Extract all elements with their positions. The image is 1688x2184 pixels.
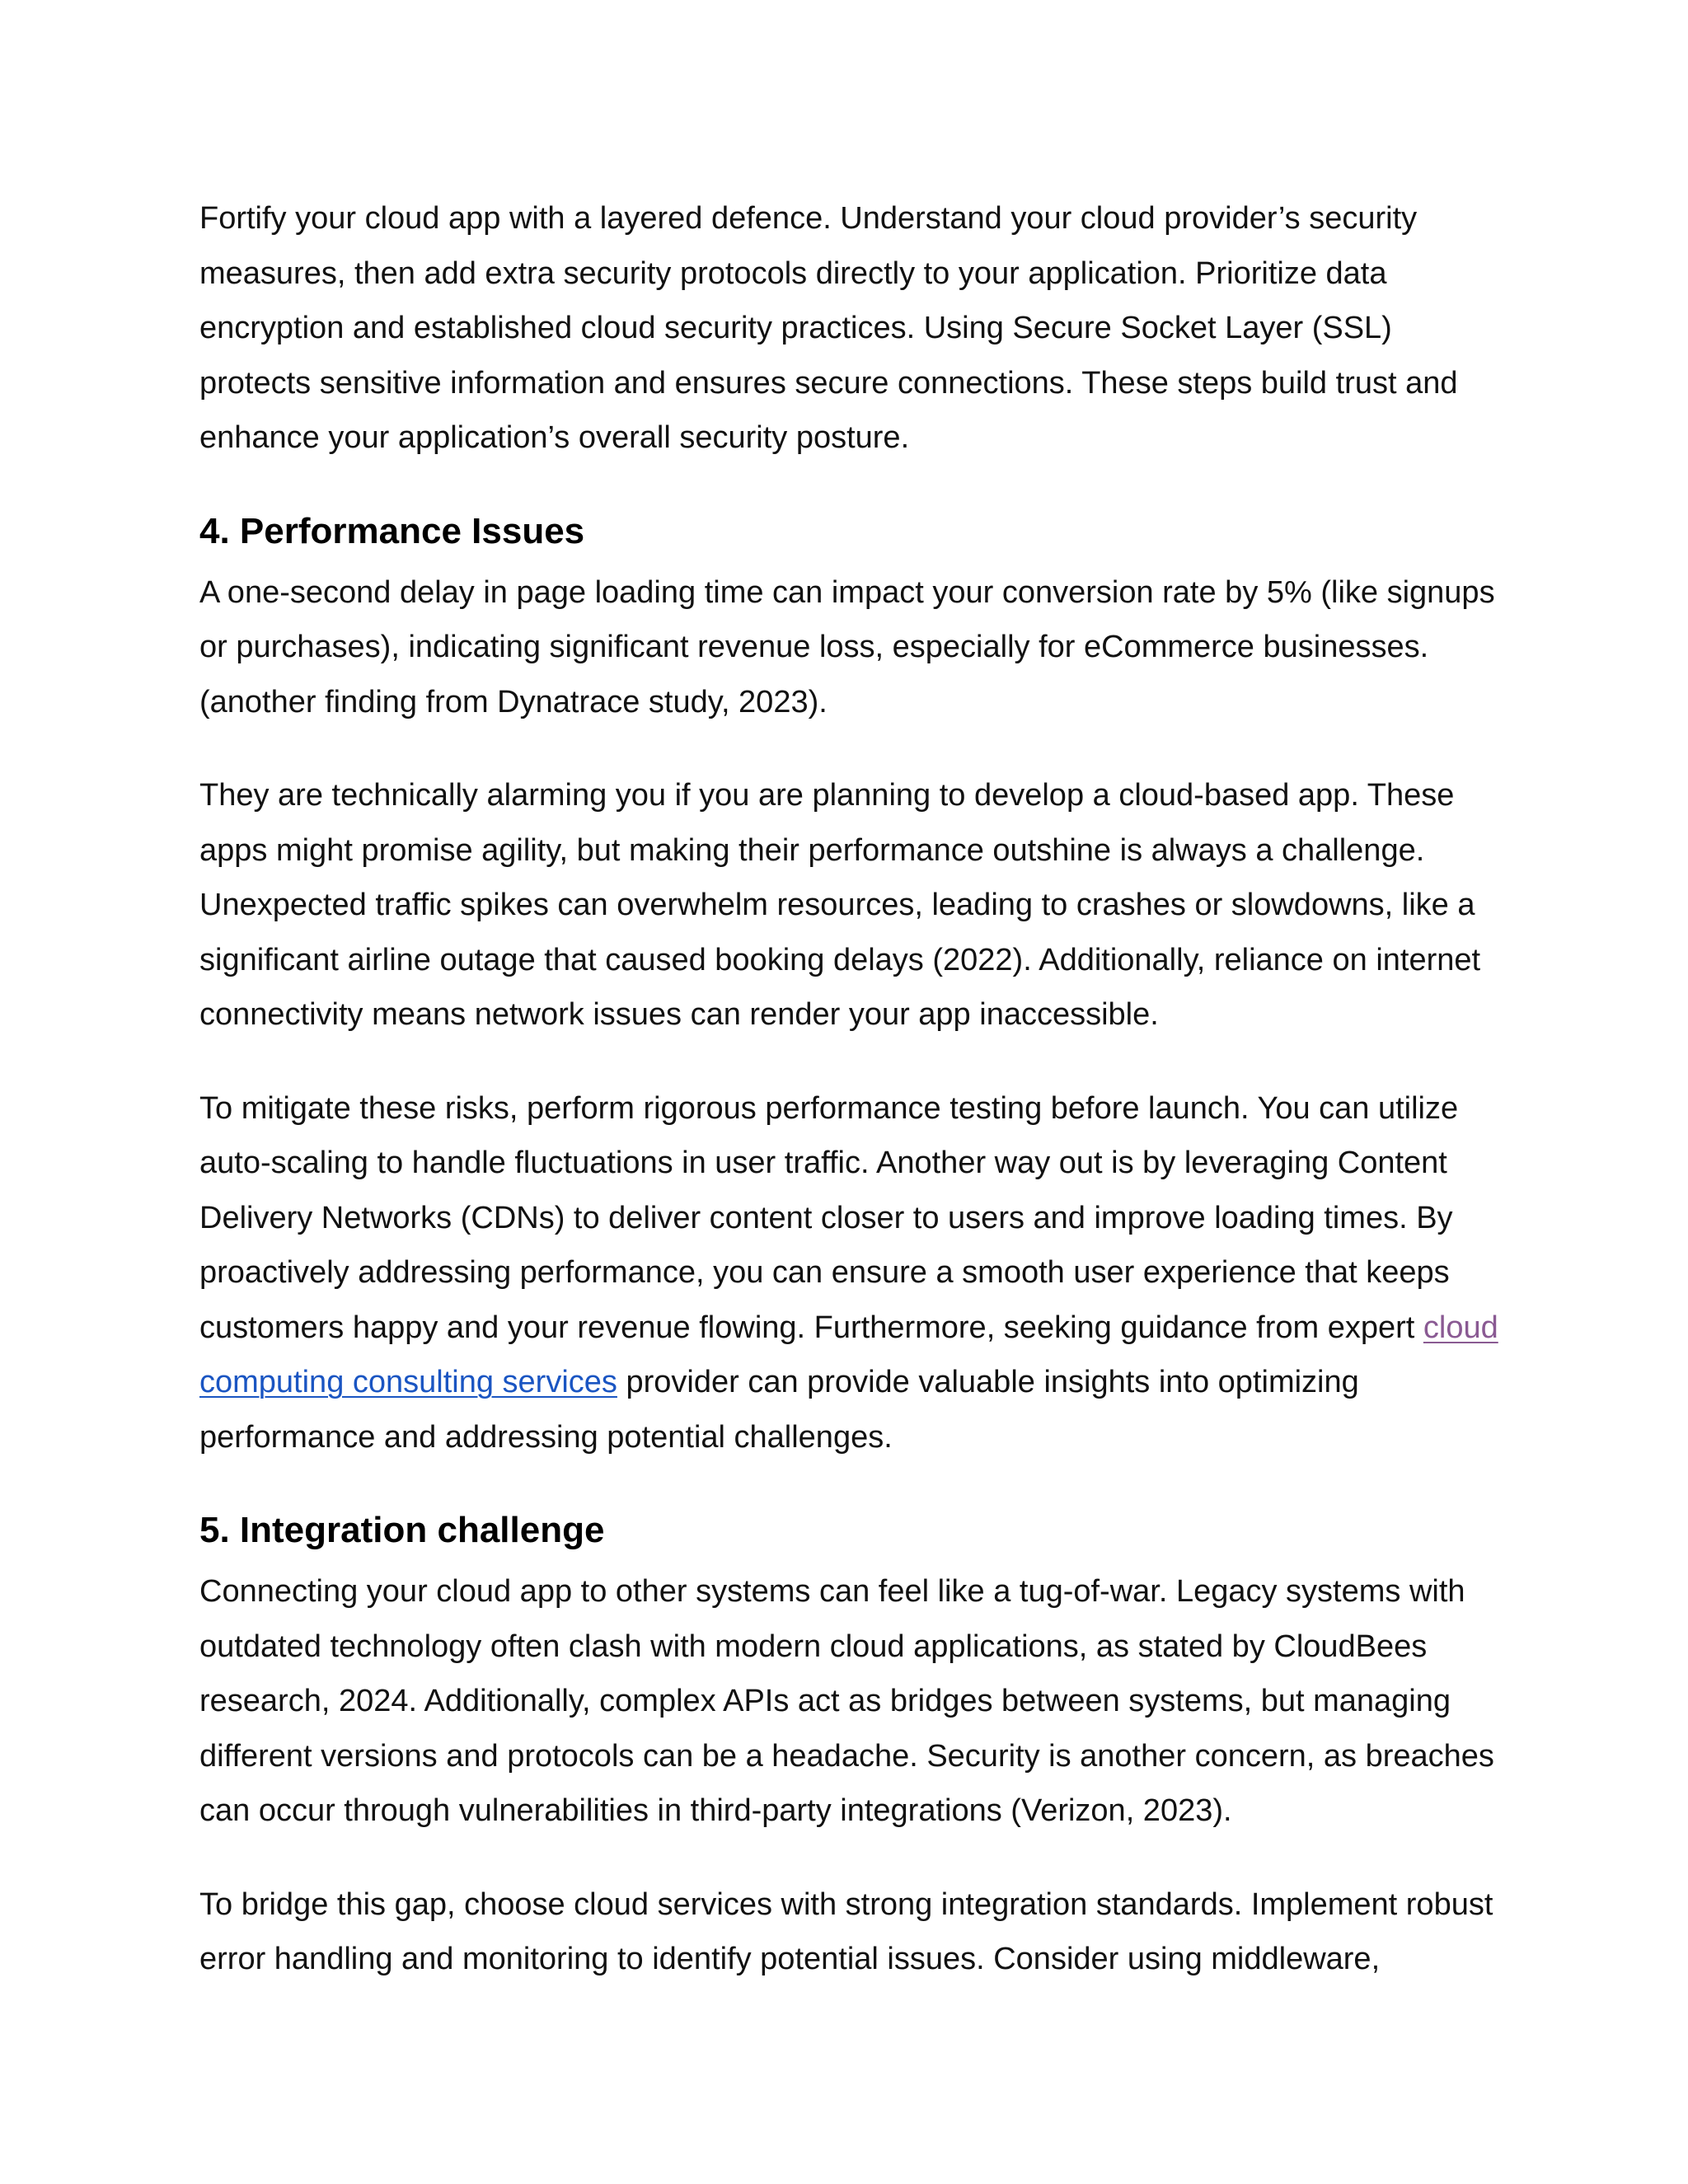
paragraph-mitigate-text: To mitigate these risks, perform rigorous performance testing before launch. You can utilize auto-scaling to handle fluctuations in user traffic. Another way out is by leveraging Content Delivery Networks (CDNs) to deliver content closer to users and improve loading times. By proactively addressing performance, you can ensure a smooth user experience that keeps customers happy and your revenue flowing. Furthermore, seeking guidance from expert bbox=[199, 1090, 1459, 1345]
paragraph-performance-alarming: They are technically alarming you if you are planning to develop a cloud-based app. These apps might promise agility, but making their performance outshine is always a challenge. Unexpected traffic spikes can overwhelm resources, leading to crashes or slowdowns, like a significant airline outage that caused booking delays (2022). Additionally, reliance on internet connectivity means network issues can render your app inaccessible. bbox=[199, 778, 1481, 1032]
paragraph-performance-mitigate bbox=[199, 1081, 1502, 1465]
paragraph-security: Fortify your cloud app with a layered defence. Understand your cloud provider’s security measures, then add extra security protocols directly to your application. Prioritize data encryption and established cloud security practices. Using Secure Socket Layer (SSL) protects sensitive information and ensures secure connections. These steps build trust and enhance your application’s overall security posture. bbox=[199, 201, 1458, 455]
cloud-consulting-link-part-1[interactable]: cloud bbox=[1423, 1310, 1498, 1345]
document-page bbox=[199, 191, 1502, 1987]
heading-performance-issues: 4. Performance Issues bbox=[199, 510, 585, 551]
cloud-consulting-link-part-2[interactable]: computing consulting services bbox=[199, 1365, 617, 1399]
paragraph-performance-delay: A one-second delay in page loading time can impact your conversion rate by 5% (like signups or purchases), indicating significant revenue loss, especially for eCommerce businesses. (another finding from Dynatrace study, 2023). bbox=[199, 574, 1495, 719]
paragraph-integration-legacy: Connecting your cloud app to other systems can feel like a tug-of-war. Legacy systems with outdated technology often clash with modern cloud applications, as stated by CloudBees research, 2024. Additionally, complex APIs act as bridges between systems, but managing different versions and protocols can be a headache. Security is another concern, as breaches can occur through vulnerabilities in third-party integrations (Verizon, 2023). bbox=[199, 1574, 1494, 1828]
paragraph-mitigate-text-end: provider can provide valuable insights into optimizing performance and addressing potential challenges. bbox=[199, 1365, 1359, 1455]
heading-integration-challenge: 5. Integration challenge bbox=[199, 1510, 605, 1550]
paragraph-integration-bridge: To bridge this gap, choose cloud services with strong integration standards. Implement robust error handling and monitoring to identify potential issues. Consider using middleware, bbox=[199, 1886, 1493, 1976]
